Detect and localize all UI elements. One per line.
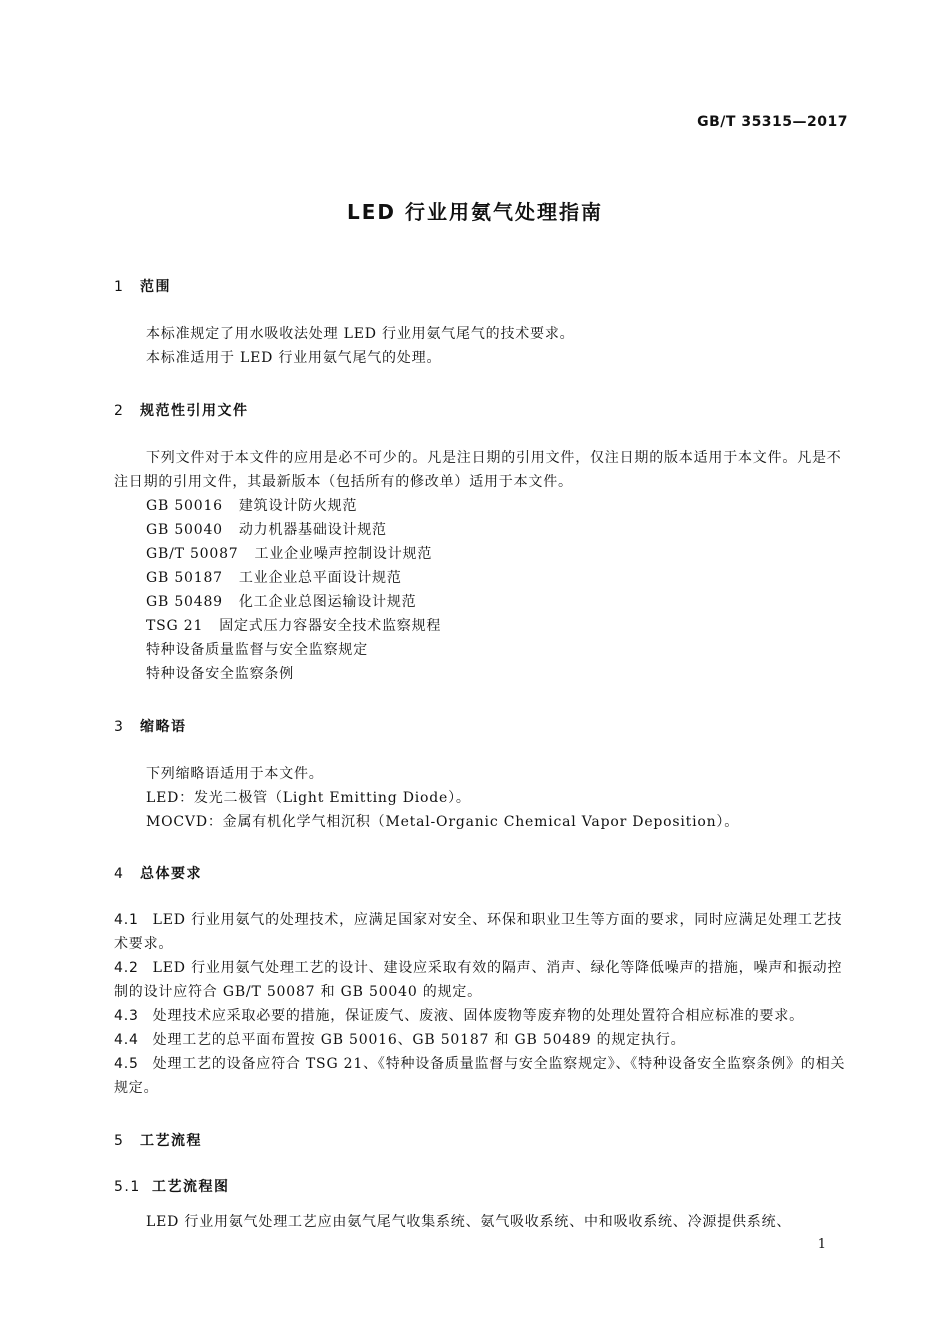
section-1-paragraph: 本标准规定了用水吸收法处理 LED 行业用氨气尾气的技术要求。 [146, 326, 575, 342]
reference-item: GB/T 50087 工业企业噪声控制设计规范 [146, 546, 433, 562]
reference-item: GB 50040 动力机器基础设计规范 [146, 522, 387, 538]
section-3-paragraph: 下列缩略语适用于本文件。 [146, 766, 324, 782]
section-4-heading: 4 总体要求 [114, 866, 202, 882]
reference-item: 特种设备安全监察条例 [146, 666, 294, 682]
section-5-1-paragraph: LED 行业用氨气处理工艺应由氨气尾气收集系统、氨气吸收系统、中和吸收系统、冷源提供系统、 [146, 1214, 792, 1230]
abbreviation-led: LED：发光二极管（Light Emitting Diode）。 [146, 790, 471, 806]
abbreviation-mocvd: MOCVD：金属有机化学气相沉积（Metal-Organic Chemical Vapor Deposition）。 [146, 814, 740, 830]
reference-item: TSG 21 固定式压力容器安全技术监察规程 [146, 618, 442, 634]
standard-number: GB/T 35315—2017 [697, 114, 848, 130]
clause-4-2: 4.2 LED 行业用氨气处理工艺的设计、建设应采取有效的隔声、消声、绿化等降低噪声的措施，噪声和振动控制的设计应符合 GB/T 50087 和 GB 50040 的规定。 [114, 960, 843, 1000]
section-1-paragraph: 本标准适用于 LED 行业用氨气尾气的处理。 [146, 350, 442, 366]
reference-item: GB 50489 化工企业总图运输设计规范 [146, 594, 417, 610]
page-number: 1 [817, 1237, 826, 1252]
reference-item: 特种设备质量监督与安全监察规定 [146, 642, 368, 658]
reference-item: GB 50187 工业企业总平面设计规范 [146, 570, 402, 586]
section-1-heading: 1 范围 [114, 279, 171, 295]
section-5-heading: 5 工艺流程 [114, 1133, 202, 1149]
reference-item: GB 50016 建筑设计防火规范 [146, 498, 358, 514]
section-2-heading: 2 规范性引用文件 [114, 403, 249, 419]
section-3-heading: 3 缩略语 [114, 719, 187, 735]
document-title: LED 行业用氨气处理指南 [347, 200, 603, 224]
clause-4-1: 4.1 LED 行业用氨气的处理技术，应满足国家对安全、环保和职业卫生等方面的要求，同时应满足处理工艺技术要求。 [114, 912, 843, 952]
clause-4-3: 4.3 处理技术应采取必要的措施，保证废气、废液、固体废物等废弃物的处理处置符合相应标准的要求。 [114, 1008, 804, 1024]
clause-4-4: 4.4 处理工艺的总平面布置按 GB 50016、GB 50187 和 GB 50489 的规定执行。 [114, 1032, 686, 1048]
section-2-intro: 下列文件对于本文件的应用是必不可少的。凡是注日期的引用文件，仅注日期的版本适用于本文件。凡是不注日期的引用文件，其最新版本（包括所有的修改单）适用于本文件。 [114, 450, 842, 490]
subsection-5-1-heading: 5.1 工艺流程图 [114, 1179, 230, 1195]
clause-4-5: 4.5 处理工艺的设备应符合 TSG 21、《特种设备质量监督与安全监察规定》、《特种设备安全监察条例》的相关规定。 [114, 1056, 846, 1096]
